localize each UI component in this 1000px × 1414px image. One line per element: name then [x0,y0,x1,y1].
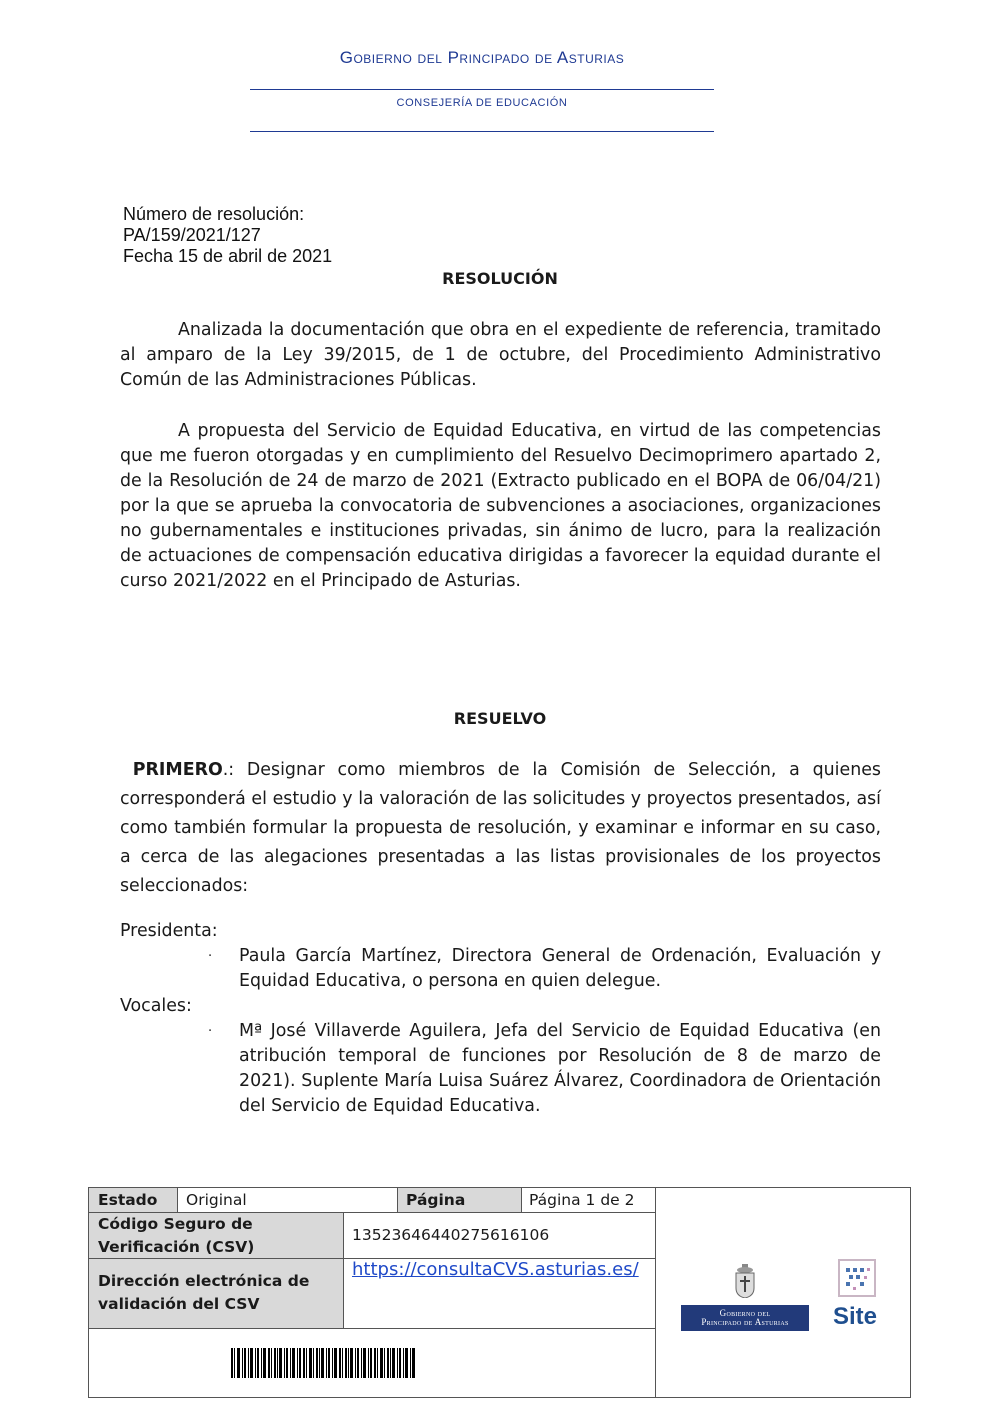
csv-value: 13523646440275616106 [352,1226,550,1244]
resolution-date: Fecha 15 de abril de 2021 [123,246,333,266]
grid-line [89,1258,655,1259]
grid-line [521,1188,522,1212]
department-title [250,97,714,109]
grid-line [89,1328,655,1329]
vocal-1-text: Mª José Villaverde Aguilera, Jefa del Servicio de Equidad Educativa (en atribución temporal de funciones por Resolución de 8 de marzo de 2021). Suplente María Luisa Suárez Álvarez, Coordinadora de Orientación del Servicio de Equidad Educativa. [239,1021,881,1116]
document-title: RESOLUCIÓN [442,269,558,288]
header-rule-top [250,89,714,90]
grid-line [343,1212,344,1328]
bullet-1: · [208,949,213,964]
grid-line [89,1212,655,1213]
grid-line [655,1188,656,1398]
presidenta-text: Paula García Martínez, Directora General de Ordenación, Evaluación y Equidad Educativa, o persona en quien delegue. [239,946,881,991]
paragraph-1: Analizada la documentación que obra en el expediente de referencia, tramitado al amparo de la Ley 39/2015, de 1 de octubre, del Procedimiento Administrativo Común de las Administraciones Públicas. [120,320,881,390]
site-logo-icon [838,1259,876,1297]
presidenta-label: Presidenta: [120,921,218,941]
resolution-number-block [123,204,332,267]
bullet-2: · [208,1024,213,1039]
coat-of-arms-icon [734,1264,756,1298]
barcode-icon [231,1348,415,1378]
gobierno-logo [681,1305,809,1331]
primero-text: Designar como miembros de la Comisión de Selección, a quienes corresponderá el estudio y la valoración de las solicitudes y proyectos presentados, así como también formular la propuesta de resolución, y examinar e informar en su caso, a cerca de las alegaciones presentadas a las listas provisionales de los proyectos seleccionados: [120,760,881,896]
url-label: Dirección electrónica de validación del CSV [89,1258,343,1328]
csv-label: Código Seguro de Verificación (CSV) [89,1212,343,1258]
pagina-label: Página [397,1188,521,1212]
gobierno-logo-line1: Gobierno del [719,1308,771,1318]
primero-separator: .: [222,760,235,780]
primero-paragraph [120,756,881,901]
csv-validation-link[interactable]: https://consultaCVS.asturias.es/ [352,1259,639,1280]
grid-line [397,1188,398,1212]
estado-label: Estado [89,1188,177,1212]
resolution-number: PA/159/2021/127 [123,225,261,245]
department-title-text: CONSEJERÍA DE EDUCACIÓN [396,97,568,109]
gobierno-logo-line2: Principado de Asturias [701,1317,789,1327]
paragraph-2: A propuesta del Servicio de Equidad Educativa, en virtud de las competencias que me fueron otorgadas y en cumplimiento del Resuelvo Decimoprimero apartado 2, de la Resolución de 24 de marzo de 2021 (Extracto publicado en el BOPA de 06/04/21) por la que se aprueba la convocatoria de subvenciones a asociaciones, organizaciones no gubernamentales e instituciones privadas, sin ánimo de lucro, para la realización de actuaciones de compensación educativa dirigidas a favorecer la equidad durante el curso 2021/2022 en el Principado de Asturias. [120,421,881,591]
vocales-label: Vocales: [120,996,192,1016]
header-rule-bottom [250,131,714,132]
primero-label: PRIMERO [132,760,223,780]
government-title-text: Gobierno del Principado de Asturias [339,48,625,67]
government-title [250,48,714,68]
grid-line [177,1188,178,1212]
site-logo-text: Site [833,1303,878,1330]
resolution-number-label: Número de resolución: [123,204,305,224]
verification-box [88,1187,911,1398]
url-cell [343,1258,655,1328]
resuelvo-title: RESUELVO [453,709,547,728]
estado-value: Original [186,1191,247,1209]
pagina-value: Página 1 de 2 [529,1191,635,1209]
